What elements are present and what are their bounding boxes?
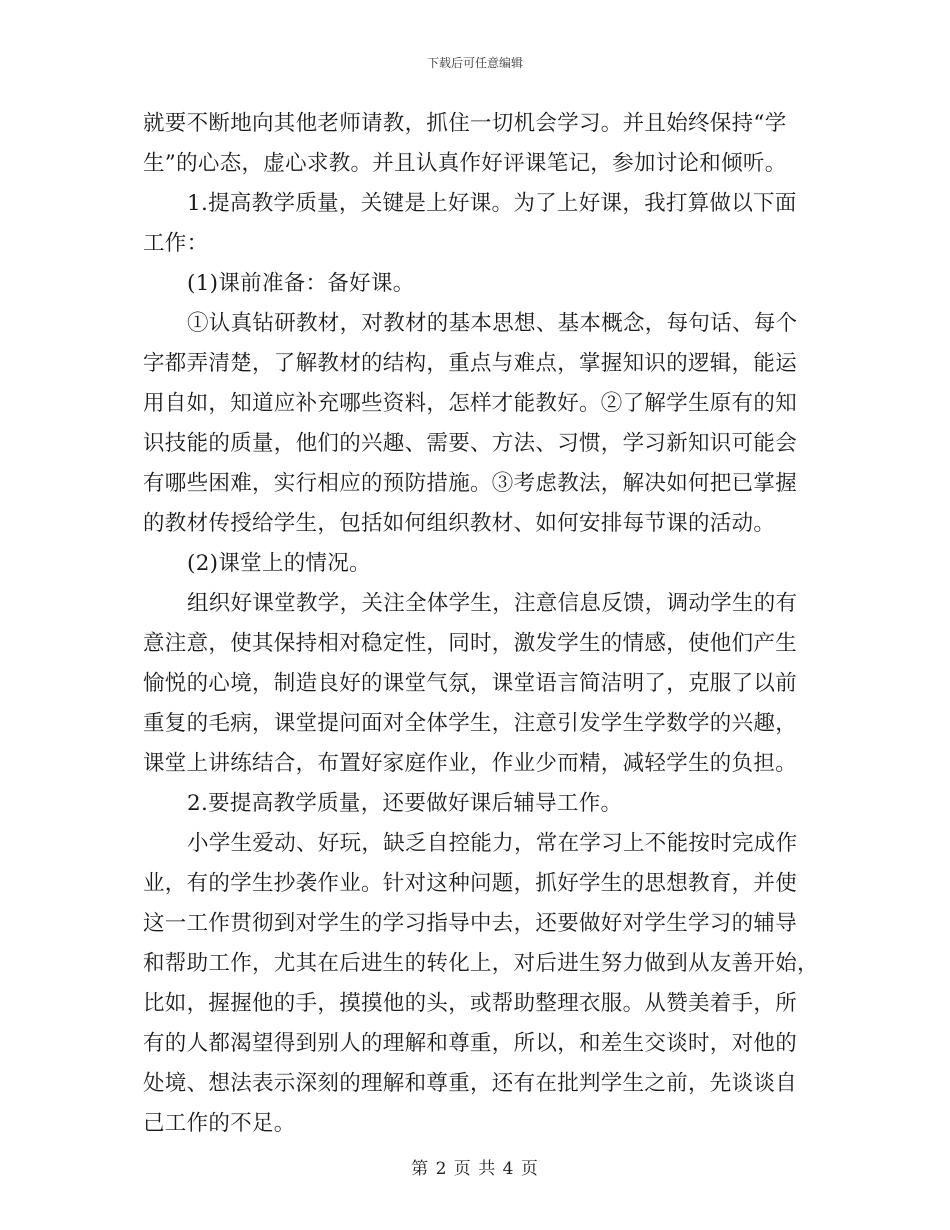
text-line: 小学生爱动、好玩，缺乏自控能力，常在学习上不能按时完成作 [187,831,798,856]
text-line: 业，有的学生抄袭作业。针对这种问题，抓好学生的思想教育，并使 [143,871,798,896]
text-line: 用自如，知道应补充哪些资料，怎样才能教好。②了解学生原有的知 [143,391,798,416]
text-line: 重复的毛病，课堂提问面对全体学生，注意引发学生学数学的兴趣， [143,711,798,736]
text-line: 和帮助工作，尤其在后进生的转化上，对后进生努力做到从友善开始， [143,951,819,976]
text-line: 有的人都渴望得到别人的理解和尊重，所以，和差生交谈时，对他的 [143,1031,798,1056]
page-footer: 第 2 页 共 4 页 [411,1159,539,1179]
document-body [143,104,819,1144]
text-line: 生”的心态，虚心求教。并且认真作好评课笔记，参加讨论和倾听。 [143,151,787,176]
text-line: 的教材传授给学生，包括如何组织教材、如何安排每节课的活动。 [143,511,776,536]
text-line: 2.要提高教学质量，还要做好课后辅导工作。 [187,791,623,816]
text-line: 就要不断地向其他老师请教，抓住一切机会学习。并且始终保持“学 [143,111,787,136]
text-line: 比如，握握他的手，摸摸他的头，或帮助整理衣服。从赞美着手，所 [143,991,798,1016]
text-line: ①认真钻研教材，对教材的基本思想、基本概念，每句话、每个 [187,311,798,336]
text-line: 识技能的质量，他们的兴趣、需要、方法、习惯，学习新知识可能会 [143,431,798,456]
text-line: 这一工作贯彻到对学生的学习指导中去，还要做好对学生学习的辅导 [143,911,798,936]
text-line: 处境、想法表示深刻的理解和尊重，还有在批判学生之前，先谈谈自 [143,1071,798,1096]
text-line: 有哪些困难，实行相应的预防措施。③考虑教法，解决如何把已掌握 [143,471,798,496]
text-line: (2)课堂上的情况。 [187,551,371,576]
page-header: 下载后可任意编辑 [426,56,523,70]
text-line: 己工作的不足。 [143,1111,296,1136]
text-line: 组织好课堂教学，关注全体学生，注意信息反馈，调动学生的有 [187,591,798,616]
text-line: 1.提高教学质量，关键是上好课。为了上好课，我打算做以下面 [187,191,797,216]
text-line: 工作： [143,231,209,256]
text-line: 课堂上讲练结合，布置好家庭作业，作业少而精，减轻学生的负担。 [143,751,798,776]
text-line: 字都弄清楚，了解教材的结构，重点与难点，掌握知识的逻辑，能运 [143,351,798,376]
text-line: 愉悦的心境，制造良好的课堂气氛，课堂语言简洁明了，克服了以前 [143,671,798,696]
text-line: 意注意，使其保持相对稳定性，同时，激发学生的情感，使他们产生 [143,631,798,656]
text-line: (1)课前准备：备好课。 [187,271,415,296]
